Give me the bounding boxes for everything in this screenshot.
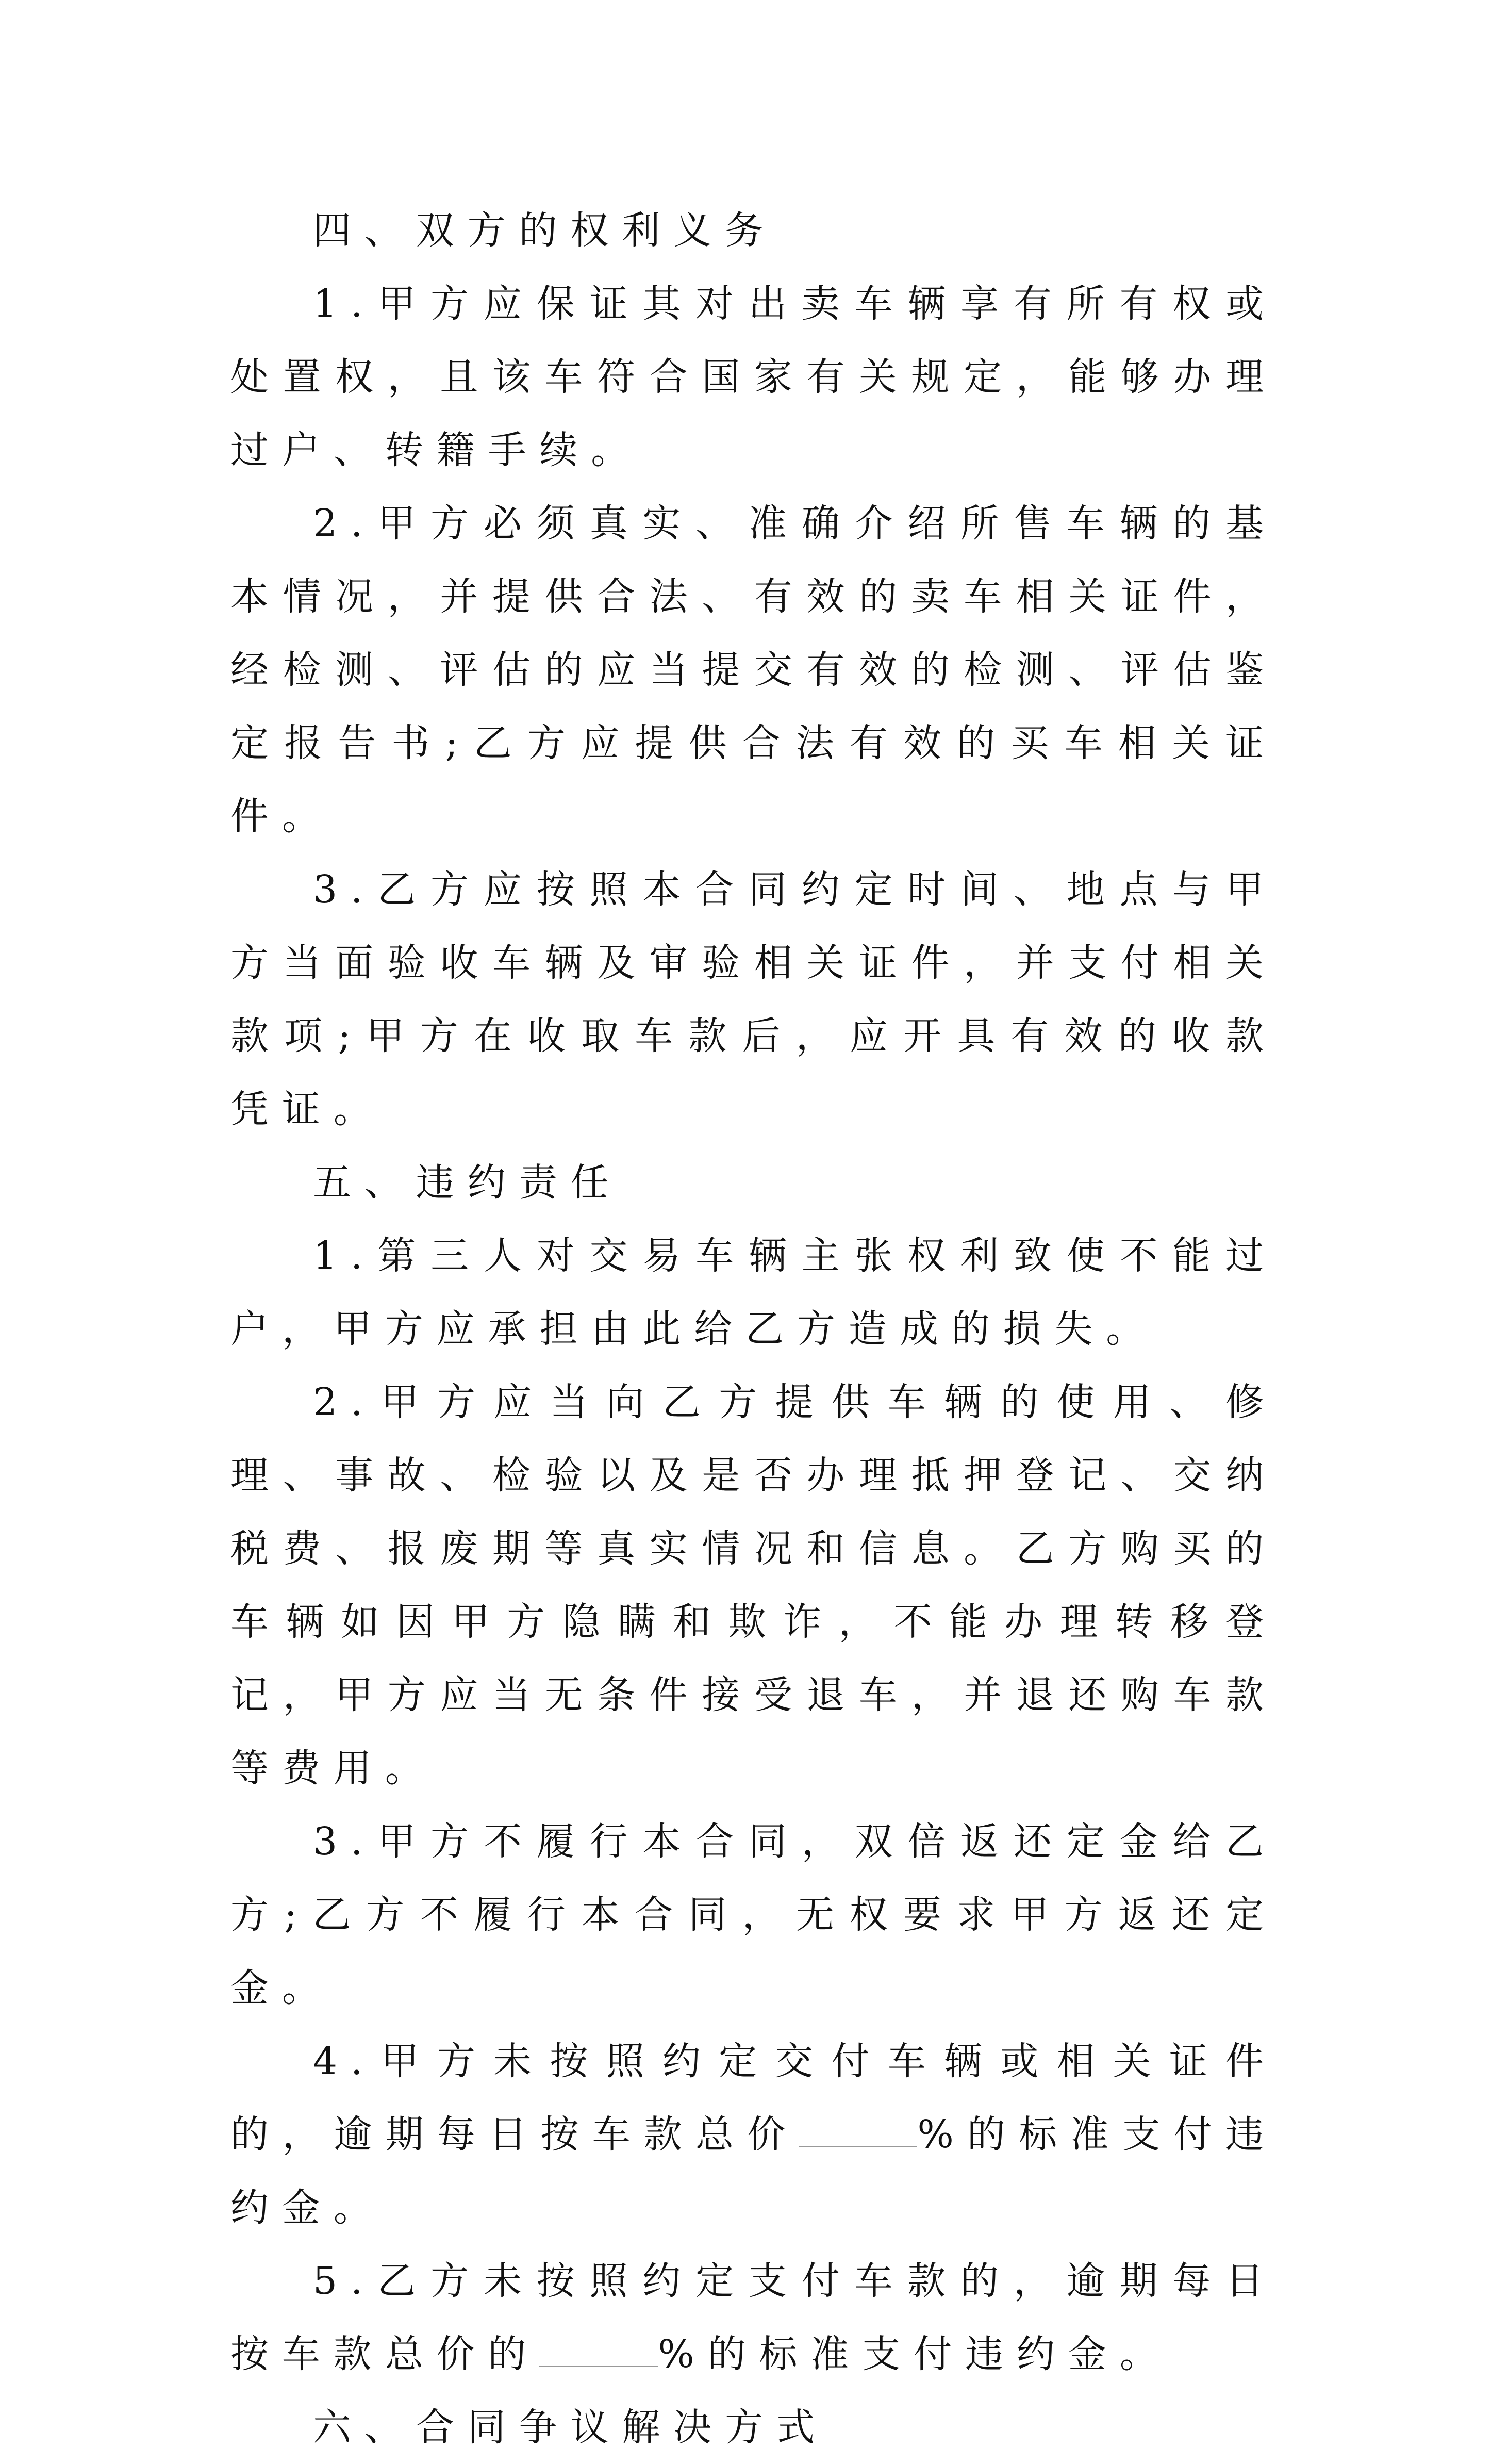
clause-5-1: 1.第三人对交易车辆主张权利致使不能过户，甲方应承担由此给乙方造成的损失。 [230,1234,1277,1351]
blank-rate-field[interactable] [799,2111,917,2147]
clause-4-3: 3.乙方应按照本合同约定时间、地点与甲方当面验收车辆及审验相关证件，并支付相关款项;甲方在收取车款后，应开具有效的收款凭证。 [230,867,1277,1131]
clause-5-4-text-after: %的标准支付违约金。 [230,2112,1277,2230]
clause-5-5 [230,2244,1277,2391]
clause-5-4 [230,2025,1277,2244]
clause-5-4-text-before: 4.甲方未按照约定交付车辆或相关证件的，逾期每日按车款总价 [230,2039,1277,2157]
section-heading-rights-obligations: 四、双方的权利义务 [313,208,777,253]
clause-5-3: 3.甲方不履行本合同，双倍返还定金给乙方;乙方不履行本合同，无权要求甲方返还定金。 [230,1819,1277,2010]
section-heading-dispute-resolution: 六、合同争议解决方式 [313,2405,828,2450]
blank-rate-field[interactable] [539,2331,658,2367]
section-heading-liability: 五、违约责任 [313,1160,622,1205]
clause-4-1: 1.甲方应保证其对出卖车辆享有所有权或处置权，且该车符合国家有关规定，能够办理过户、转籍手续。 [230,282,1277,472]
clause-4-2: 2.甲方必须真实、准确介绍所售车辆的基本情况，并提供合法、有效的卖车相关证件，经检测、评估的应当提交有效的检测、评估鉴定报告书;乙方应提供合法有效的买车相关证件。 [230,501,1277,839]
clause-5-2: 2.甲方应当向乙方提供车辆的使用、修理、事故、检验以及是否办理抵押登记、交纳税费、报废期等真实情况和信息。乙方购买的车辆如因甲方隐瞒和欺诈，不能办理转移登记，甲方应当无条件接受退车，并退还购车款等费用。 [230,1380,1277,1790]
clause-5-5-text-after: %的标准支付违约金。 [658,2332,1171,2376]
clause-5-5-text-before: 5.乙方未按照约定支付车款的，逾期每日按车款总价的 [230,2259,1277,2376]
contract-page [230,194,1277,2464]
